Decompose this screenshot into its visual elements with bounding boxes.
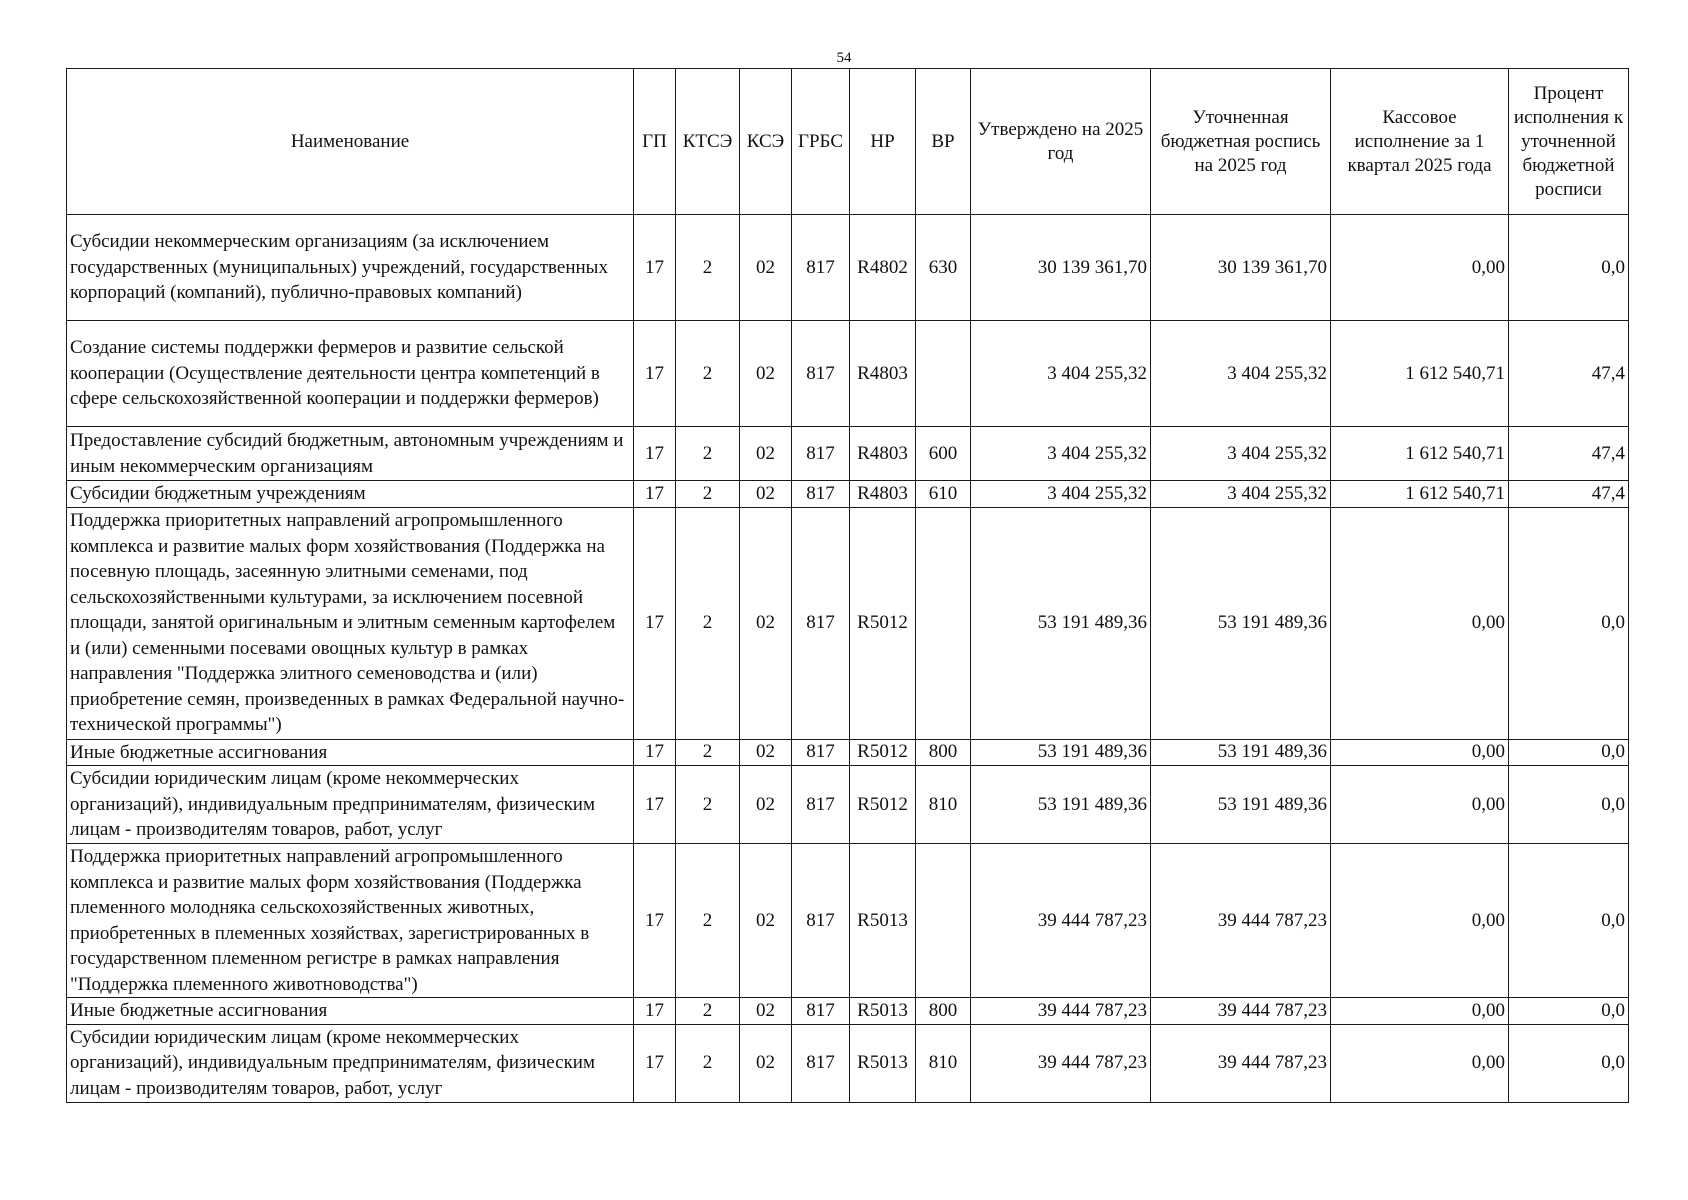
table-row (67, 481, 1629, 508)
row-gp: 17 (634, 739, 676, 766)
row-approved: 3 404 255,32 (971, 481, 1151, 508)
row-percent: 0,0 (1509, 998, 1629, 1025)
header-name: Наименование (67, 69, 634, 215)
table-row (67, 998, 1629, 1025)
table-row (67, 507, 1629, 739)
header-nr: НР (850, 69, 916, 215)
row-name: Субсидии юридическим лицам (кроме некоммерческих организаций), индивидуальным предпринимателям, физическим лицам - производителям товаров, работ, услуг (67, 766, 634, 844)
row-grbs: 817 (792, 998, 850, 1025)
row-revised: 39 444 787,23 (1151, 844, 1331, 998)
row-kse: 02 (740, 766, 792, 844)
row-ktse: 2 (676, 507, 740, 739)
row-vr (916, 321, 971, 427)
row-revised: 53 191 489,36 (1151, 507, 1331, 739)
row-vr (916, 844, 971, 998)
row-grbs: 817 (792, 739, 850, 766)
table-row (67, 215, 1629, 321)
row-approved: 53 191 489,36 (971, 507, 1151, 739)
row-nr: R5013 (850, 1024, 916, 1102)
row-gp: 17 (634, 321, 676, 427)
row-ktse: 2 (676, 321, 740, 427)
row-name: Поддержка приоритетных направлений агропромышленного комплекса и развитие малых форм хозяйствования (Поддержка племенного молодняка сельскохозяйственных животных, приобретенных в племенных хозяйствах, зарегистрированных в государственном племенном регистре в рамках направления "Поддержка племенного животноводства") (67, 844, 634, 998)
row-nr: R5013 (850, 998, 916, 1025)
row-percent: 0,0 (1509, 215, 1629, 321)
row-kse: 02 (740, 844, 792, 998)
header-approved: Утверждено на 2025 год (971, 69, 1151, 215)
row-name: Создание системы поддержки фермеров и развитие сельской кооперации (Осуществление деятельности центра компетенций в сфере сельскохозяйственной кооперации и поддержки фермеров) (67, 321, 634, 427)
header-cash: Кассовое исполнение за 1 квартал 2025 года (1331, 69, 1509, 215)
row-cash: 0,00 (1331, 1024, 1509, 1102)
table-row (67, 766, 1629, 844)
row-vr: 630 (916, 215, 971, 321)
header-percent: Процент исполнения к уточненной бюджетной росписи (1509, 69, 1629, 215)
row-approved: 30 139 361,70 (971, 215, 1151, 321)
row-ktse: 2 (676, 1024, 740, 1102)
page-number: 54 (836, 50, 852, 66)
table-row (67, 844, 1629, 998)
row-approved: 53 191 489,36 (971, 739, 1151, 766)
row-nr: R4803 (850, 321, 916, 427)
row-vr: 810 (916, 1024, 971, 1102)
table-row (67, 1024, 1629, 1102)
header-gp: ГП (634, 69, 676, 215)
row-grbs: 817 (792, 215, 850, 321)
header-row (67, 69, 1629, 215)
row-kse: 02 (740, 507, 792, 739)
row-ktse: 2 (676, 215, 740, 321)
row-approved: 53 191 489,36 (971, 766, 1151, 844)
row-approved: 39 444 787,23 (971, 1024, 1151, 1102)
row-nr: R5013 (850, 844, 916, 998)
row-grbs: 817 (792, 844, 850, 998)
row-kse: 02 (740, 1024, 792, 1102)
row-cash: 0,00 (1331, 507, 1509, 739)
row-approved: 39 444 787,23 (971, 844, 1151, 998)
row-name: Иные бюджетные ассигнования (67, 998, 634, 1025)
row-cash: 0,00 (1331, 766, 1509, 844)
row-approved: 3 404 255,32 (971, 321, 1151, 427)
row-gp: 17 (634, 1024, 676, 1102)
row-gp: 17 (634, 481, 676, 508)
row-ktse: 2 (676, 739, 740, 766)
header-grbs: ГРБС (792, 69, 850, 215)
row-ktse: 2 (676, 427, 740, 481)
row-percent: 0,0 (1509, 844, 1629, 998)
budget-table (66, 68, 1629, 1103)
table-row (67, 739, 1629, 766)
row-cash: 0,00 (1331, 739, 1509, 766)
row-gp: 17 (634, 844, 676, 998)
row-vr: 800 (916, 998, 971, 1025)
row-revised: 3 404 255,32 (1151, 481, 1331, 508)
row-kse: 02 (740, 998, 792, 1025)
row-kse: 02 (740, 215, 792, 321)
row-approved: 39 444 787,23 (971, 998, 1151, 1025)
row-name: Предоставление субсидий бюджетным, автономным учреждениям и иным некоммерческим организациям (67, 427, 634, 481)
row-approved: 3 404 255,32 (971, 427, 1151, 481)
row-vr (916, 507, 971, 739)
row-cash: 0,00 (1331, 998, 1509, 1025)
row-cash: 0,00 (1331, 844, 1509, 998)
table-row (67, 427, 1629, 481)
row-grbs: 817 (792, 1024, 850, 1102)
row-kse: 02 (740, 481, 792, 508)
row-gp: 17 (634, 507, 676, 739)
row-kse: 02 (740, 321, 792, 427)
row-name: Субсидии некоммерческим организациям (за исключением государственных (муниципальных) учреждений, государственных корпораций (компаний), публично-правовых компаний) (67, 215, 634, 321)
row-name: Субсидии юридическим лицам (кроме некоммерческих организаций), индивидуальным предпринимателям, физическим лицам - производителям товаров, работ, услуг (67, 1024, 634, 1102)
row-cash: 0,00 (1331, 215, 1509, 321)
row-grbs: 817 (792, 507, 850, 739)
row-percent: 0,0 (1509, 739, 1629, 766)
row-gp: 17 (634, 215, 676, 321)
row-vr: 610 (916, 481, 971, 508)
row-gp: 17 (634, 766, 676, 844)
row-percent: 47,4 (1509, 427, 1629, 481)
row-revised: 3 404 255,32 (1151, 427, 1331, 481)
header-ktse: КТСЭ (676, 69, 740, 215)
row-ktse: 2 (676, 766, 740, 844)
header-vr: ВР (916, 69, 971, 215)
header-kse: КСЭ (740, 69, 792, 215)
row-cash: 1 612 540,71 (1331, 481, 1509, 508)
row-nr: R5012 (850, 766, 916, 844)
row-revised: 53 191 489,36 (1151, 766, 1331, 844)
row-kse: 02 (740, 739, 792, 766)
row-kse: 02 (740, 427, 792, 481)
row-grbs: 817 (792, 427, 850, 481)
row-grbs: 817 (792, 481, 850, 508)
row-percent: 0,0 (1509, 1024, 1629, 1102)
row-gp: 17 (634, 427, 676, 481)
row-revised: 30 139 361,70 (1151, 215, 1331, 321)
row-nr: R4802 (850, 215, 916, 321)
row-name: Иные бюджетные ассигнования (67, 739, 634, 766)
row-revised: 53 191 489,36 (1151, 739, 1331, 766)
row-revised: 3 404 255,32 (1151, 321, 1331, 427)
row-percent: 0,0 (1509, 766, 1629, 844)
row-gp: 17 (634, 998, 676, 1025)
row-grbs: 817 (792, 321, 850, 427)
row-percent: 47,4 (1509, 481, 1629, 508)
row-revised: 39 444 787,23 (1151, 998, 1331, 1025)
row-percent: 0,0 (1509, 507, 1629, 739)
row-vr: 810 (916, 766, 971, 844)
row-vr: 800 (916, 739, 971, 766)
row-name: Субсидии бюджетным учреждениям (67, 481, 634, 508)
row-nr: R4803 (850, 481, 916, 508)
row-ktse: 2 (676, 844, 740, 998)
row-nr: R4803 (850, 427, 916, 481)
row-ktse: 2 (676, 481, 740, 508)
row-cash: 1 612 540,71 (1331, 427, 1509, 481)
row-nr: R5012 (850, 507, 916, 739)
row-ktse: 2 (676, 998, 740, 1025)
row-nr: R5012 (850, 739, 916, 766)
row-percent: 47,4 (1509, 321, 1629, 427)
row-vr: 600 (916, 427, 971, 481)
table-row (67, 321, 1629, 427)
row-name: Поддержка приоритетных направлений агропромышленного комплекса и развитие малых форм хозяйствования (Поддержка на посевную площадь, засеянную элитными семенами, под сельскохозяйственными культурами, за исключением посевной площади, занятой оригинальным и элитным семенным картофелем и (или) семенными посевами овощных культур в рамках направления "Поддержка элитного семеноводства и (или) приобретение семян, произведенных в рамках Федеральной научно-технической программы") (67, 507, 634, 739)
header-revised: Уточненная бюджетная роспись на 2025 год (1151, 69, 1331, 215)
row-cash: 1 612 540,71 (1331, 321, 1509, 427)
row-revised: 39 444 787,23 (1151, 1024, 1331, 1102)
row-grbs: 817 (792, 766, 850, 844)
